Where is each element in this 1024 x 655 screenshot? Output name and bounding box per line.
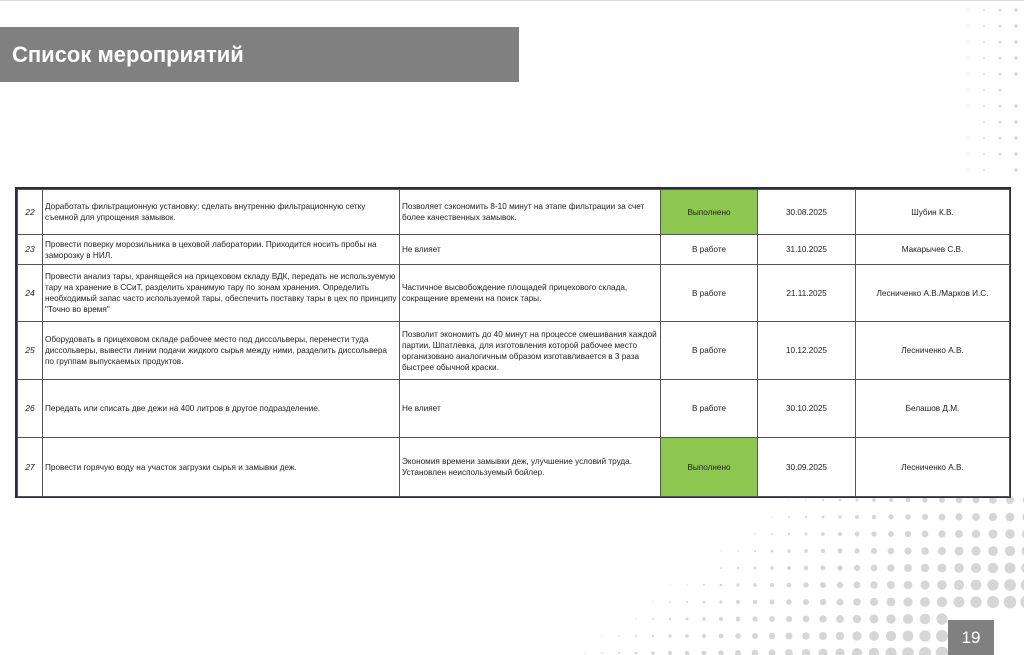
decorative-dot — [999, 41, 1002, 44]
decorative-dot — [870, 581, 877, 588]
decorative-dot — [752, 650, 759, 655]
status-cell: Выполнено — [661, 190, 758, 235]
decorative-dot — [886, 614, 896, 624]
decorative-dot — [770, 583, 774, 587]
decorative-dot — [821, 532, 825, 536]
status-cell: В работе — [661, 380, 758, 438]
decorative-dot — [788, 516, 790, 518]
decorative-dot — [835, 648, 844, 655]
decorative-dot — [888, 514, 893, 519]
decorative-dot — [1004, 579, 1016, 591]
decorative-dot — [906, 498, 911, 503]
decorative-dot — [839, 499, 842, 502]
decorative-dot — [955, 547, 964, 556]
decorative-dot — [703, 601, 706, 604]
decorative-dot — [936, 647, 949, 655]
effect-cell: Позволит экономить до 40 минут на процессе смешивания каждой партии. Шпатлевка, для изготовления которой рабочее место организовано аналогичным образом изготавливается в 3 раза быстрее обычной краски. — [400, 322, 661, 380]
table-row — [18, 235, 1010, 265]
decorative-dot — [669, 618, 671, 620]
decorative-dot — [922, 531, 929, 538]
decorative-dot — [752, 633, 758, 639]
decorative-dot — [837, 565, 843, 571]
decorative-dot — [652, 635, 655, 638]
decorative-dot — [853, 598, 861, 606]
decorative-dot — [702, 634, 706, 638]
decorative-dot — [922, 497, 927, 502]
decorative-dot — [803, 582, 808, 587]
decorative-dot — [701, 650, 706, 655]
decorative-dot — [772, 500, 773, 501]
decorative-dot — [720, 550, 721, 551]
row-number: 22 — [18, 190, 43, 235]
decorative-dot — [987, 596, 999, 608]
decorative-dot — [635, 652, 638, 655]
decorative-dot — [1014, 168, 1018, 172]
decorative-dot — [921, 564, 929, 572]
decorative-dot — [735, 650, 741, 655]
decorative-dot — [820, 565, 825, 570]
decorative-dot — [836, 632, 845, 641]
decorative-dot — [887, 564, 894, 571]
decorative-dot — [754, 533, 755, 534]
decorative-dot — [955, 530, 963, 538]
decorative-dot — [885, 647, 896, 655]
decorative-dot — [967, 73, 968, 74]
responsible-cell: Лесниченко А.В. — [856, 438, 1010, 497]
decorative-dot — [837, 582, 843, 588]
decorative-dot — [738, 534, 739, 535]
decorative-dot — [668, 634, 671, 637]
decorative-dot — [703, 567, 704, 568]
decorative-dot — [787, 549, 790, 552]
decorative-dot — [804, 549, 808, 553]
decorative-dot — [636, 602, 637, 603]
decorative-dot — [786, 616, 792, 622]
row-number: 24 — [18, 265, 43, 322]
decorative-dot — [753, 583, 757, 587]
decorative-dot — [788, 499, 789, 500]
responsible-cell: Лесниченко А.В./Марков И.С. — [856, 265, 1010, 322]
date-cell: 10.12.2025 — [758, 322, 856, 380]
decorative-dot — [905, 531, 911, 537]
row-number: 26 — [18, 380, 43, 438]
decorative-dot — [1014, 152, 1018, 156]
decorative-dot — [854, 582, 861, 589]
decorative-dot — [853, 615, 861, 623]
decorative-dot — [954, 580, 964, 590]
decorative-dot — [752, 616, 757, 621]
decorative-dot — [999, 25, 1002, 28]
decorative-dot — [855, 532, 860, 537]
row-number: 23 — [18, 235, 43, 265]
decorative-dot — [668, 651, 672, 655]
decorative-dot — [822, 499, 824, 501]
decorative-dot — [999, 105, 1002, 108]
row-number: 27 — [18, 438, 43, 497]
decorative-dot — [903, 631, 914, 642]
decorative-dot — [736, 600, 740, 604]
decorative-dot — [736, 583, 739, 586]
decorative-dot — [805, 516, 807, 518]
decorative-dot — [938, 547, 946, 555]
decorative-dot — [872, 498, 876, 502]
decorative-dot — [652, 618, 654, 620]
decorative-dot — [954, 597, 965, 608]
task-cell: Передать или списать две дежи на 400 литров в другое подразделение. — [43, 380, 400, 438]
decorative-dot — [967, 57, 968, 58]
decorative-dot — [870, 615, 879, 624]
decorative-dot — [838, 532, 842, 536]
decorative-dot — [999, 57, 1002, 60]
decorative-dot — [889, 498, 893, 502]
decorative-dot — [1014, 104, 1018, 108]
task-cell: Оборудовать в прицеховом складе рабочее место под диссольверы, перенести туда диссольверы, вывести линии подачи жидкого сырья между ними, разделить диссольвера по группам выпускаемых продуктов. — [43, 322, 400, 380]
decorative-dot — [787, 583, 792, 588]
decorative-dot — [967, 9, 968, 10]
decorative-dot — [687, 568, 688, 569]
decorative-dot — [785, 632, 792, 639]
task-cell: Доработать фильтрационную установку: сделать внутренню фильтрационную сетку съемной для упрощения замывок. — [43, 190, 400, 235]
decorative-dot — [852, 631, 861, 640]
decorative-dot — [838, 515, 841, 518]
task-cell: Провести поверку морозильника в цеховой лаборатории. Приходится носить пробы на заморозку в НИЛ. — [43, 235, 400, 265]
decorative-dot — [1014, 40, 1018, 44]
decorative-dot — [988, 563, 999, 574]
decorative-dot — [670, 585, 671, 586]
decorative-dot — [836, 598, 843, 605]
decorative-dot — [967, 89, 968, 90]
decorative-dot — [852, 648, 862, 655]
decorative-dot — [871, 531, 876, 536]
decorative-dot — [999, 89, 1002, 92]
decorative-dot — [1014, 136, 1018, 140]
decorative-dot — [971, 563, 981, 573]
decorative-dot — [785, 649, 793, 655]
decorative-dot — [1005, 529, 1015, 539]
decorative-dot — [770, 566, 773, 569]
decorative-dot — [1014, 56, 1018, 60]
responsible-cell: Шубин К.В. — [856, 190, 1010, 235]
decorative-dot — [967, 137, 968, 138]
decorative-dot — [938, 530, 945, 537]
decorative-dot — [904, 564, 912, 572]
decorative-dot — [686, 601, 688, 603]
task-cell: Провести горячую воду на участок загрузки сырья и замывки деж. — [43, 438, 400, 497]
decorative-dot — [920, 580, 929, 589]
table-row — [18, 265, 1010, 322]
decorative-dot — [805, 499, 807, 501]
decorative-dot — [735, 633, 740, 638]
effect-cell: Не влияет — [400, 380, 661, 438]
decorative-dot — [983, 89, 985, 91]
decorative-dot — [983, 25, 985, 27]
decorative-dot — [983, 57, 985, 59]
decorative-dot — [618, 635, 620, 637]
decorative-dot — [770, 600, 775, 605]
decorative-dot — [601, 635, 602, 636]
decorative-dot — [771, 550, 774, 553]
decorative-dot — [821, 549, 825, 553]
activities-table — [15, 187, 1011, 498]
decorative-dot — [754, 567, 757, 570]
table-row — [18, 380, 1010, 438]
decorative-dot — [819, 615, 826, 622]
decorative-dot — [988, 529, 997, 538]
decorative-dot — [803, 616, 810, 623]
responsible-cell: Белашов Д.М. — [856, 380, 1010, 438]
decorative-dot — [820, 582, 826, 588]
decorative-dot — [967, 41, 968, 42]
decorative-dot — [872, 515, 877, 520]
slide-title: Список мероприятий — [0, 27, 519, 82]
decorative-dot — [988, 546, 998, 556]
effect-cell: Не влияет — [400, 235, 661, 265]
decorative-dot — [939, 514, 946, 521]
decorative-dot — [987, 579, 998, 590]
decorative-dot — [685, 651, 689, 655]
decorative-dot — [870, 598, 878, 606]
decorative-dot — [903, 597, 912, 606]
decorative-dot — [904, 547, 911, 554]
decorative-dot — [887, 598, 896, 607]
table-row — [18, 438, 1010, 497]
date-cell: 31.10.2025 — [758, 235, 856, 265]
decorative-dot — [619, 619, 620, 620]
decorative-dot — [855, 515, 859, 519]
decorative-dot — [820, 599, 827, 606]
task-cell: Провести анализ тары, хранящейся на прицеховом складу ВДК, передать не используемую тару на хранение в ССиТ, разделить хранимую тару по зонам хранения. Определить необходимый запас часто используемой тары, обеспечить поставку тары в цех по принципу "Точно во время" — [43, 265, 400, 322]
decorative-dot — [920, 597, 930, 607]
decorative-dot — [903, 614, 913, 624]
decorative-dot — [871, 548, 877, 554]
decorative-dot — [618, 652, 620, 654]
effect-cell: Экономия времени замывки деж, улучшение условий труда. Установлен неиспользуемый бойлер. — [400, 438, 661, 497]
decorative-dot — [936, 613, 947, 624]
decorative-dot — [704, 551, 705, 552]
decorative-dot — [904, 581, 913, 590]
decorative-dot — [871, 565, 878, 572]
decorative-dot — [970, 596, 981, 607]
decorative-dot — [919, 647, 931, 655]
decorative-dot — [954, 563, 963, 572]
decorative-dot — [919, 630, 930, 641]
decorative-dot — [736, 617, 741, 622]
decorative-dot — [855, 498, 858, 501]
status-cell: В работе — [661, 265, 758, 322]
status-cell: В работе — [661, 322, 758, 380]
decorative-dot — [718, 650, 724, 655]
decorative-dot — [1004, 562, 1015, 573]
decorative-dot — [804, 532, 807, 535]
decorative-dot — [601, 652, 603, 654]
decorative-dot — [869, 631, 879, 641]
date-cell: 21.11.2025 — [758, 265, 856, 322]
decorative-dot — [769, 633, 775, 639]
decorative-dot — [922, 514, 928, 520]
decorative-dot — [967, 105, 968, 106]
decorative-dot — [737, 567, 739, 569]
decorative-dot — [905, 514, 911, 520]
decorative-dot — [702, 617, 706, 621]
decorative-dot — [983, 105, 985, 107]
decorative-dot — [1014, 8, 1018, 12]
decorative-dot — [938, 564, 947, 573]
decorative-dot — [983, 169, 985, 171]
status-cell: В работе — [661, 235, 758, 265]
decorative-dot — [686, 584, 688, 586]
decorative-dot — [955, 513, 962, 520]
table-row — [18, 322, 1010, 380]
decorative-dot — [983, 73, 985, 75]
decorative-dot — [972, 530, 981, 539]
effect-cell: Частичное высвобождение площадей прицехового склада, сокращение времени на поиск тары. — [400, 265, 661, 322]
decorative-dot — [999, 9, 1002, 12]
decorative-dot — [983, 137, 985, 139]
decorative-dot — [886, 631, 896, 641]
decorative-dot — [1006, 513, 1015, 522]
decorative-dot — [669, 601, 671, 603]
decorative-dot — [804, 566, 809, 571]
decorative-dot — [719, 600, 722, 603]
page-number: 19 — [948, 620, 994, 655]
date-cell: 30.09.2025 — [758, 438, 856, 497]
table-row — [18, 190, 1010, 235]
decorative-dot — [888, 548, 895, 555]
decorative-dot — [999, 121, 1002, 124]
decorative-dot — [786, 599, 792, 605]
decorative-dot — [719, 634, 724, 639]
decorative-dot — [803, 599, 809, 605]
decorative-dot — [937, 597, 947, 607]
decorative-dot — [999, 153, 1002, 156]
decorative-dot — [1005, 546, 1015, 556]
decorative-dot — [819, 649, 828, 655]
decorative-dot — [1014, 72, 1018, 76]
decorative-dot — [971, 546, 980, 555]
decorative-dot — [936, 630, 948, 642]
decorative-dot — [768, 649, 775, 655]
decorative-dot — [753, 600, 757, 604]
decorative-dot — [685, 617, 688, 620]
decorative-dot — [754, 550, 756, 552]
decorative-dot — [999, 73, 1002, 76]
decorative-dot — [972, 513, 980, 521]
decorative-dot — [719, 617, 723, 621]
decorative-dot — [685, 634, 689, 638]
top-divider — [0, 0, 1024, 1]
decorative-dot — [902, 647, 914, 655]
effect-cell: Позволяет сэкономить 8-10 минут на этапе фильтрации за счет более качественных замывок. — [400, 190, 661, 235]
decorative-dot — [854, 548, 859, 553]
decorative-dot — [836, 615, 844, 623]
decorative-dot — [1014, 120, 1018, 124]
decorative-dot — [1020, 595, 1024, 608]
decorative-dot — [787, 566, 791, 570]
decorative-dot — [584, 652, 585, 653]
date-cell: 30.10.2025 — [758, 380, 856, 438]
decorative-dot — [887, 581, 895, 589]
decorative-dot — [888, 531, 894, 537]
decorative-dot — [983, 41, 985, 43]
decorative-dot — [983, 153, 985, 155]
decorative-dot — [838, 549, 843, 554]
decorative-dot — [1004, 596, 1017, 609]
decorative-dot — [737, 550, 739, 552]
decorative-dot — [755, 517, 756, 518]
decorative-dot — [983, 121, 985, 123]
decorative-dot — [999, 137, 1002, 140]
decorative-dot — [989, 513, 997, 521]
decorative-dot — [788, 533, 791, 536]
decorative-dot — [771, 516, 772, 517]
responsible-cell: Макарычев С.В. — [856, 235, 1010, 265]
responsible-cell: Лесниченко А.В. — [856, 322, 1010, 380]
decorative-dot — [769, 616, 775, 622]
decorative-dot — [703, 584, 705, 586]
decorative-dot — [720, 584, 723, 587]
decorative-dot — [854, 565, 860, 571]
date-cell: 30.08.2025 — [758, 190, 856, 235]
decorative-dot — [937, 580, 947, 590]
decorative-dot — [819, 632, 827, 640]
decorative-dot — [921, 547, 929, 555]
decorative-dot — [967, 169, 968, 170]
decorative-dot — [635, 635, 637, 637]
decorative-dot — [802, 649, 810, 655]
row-number: 25 — [18, 322, 43, 380]
decorative-dot — [983, 9, 985, 11]
decorative-dot — [771, 533, 773, 535]
decorative-dot — [1014, 24, 1018, 28]
decorative-dot — [869, 648, 879, 655]
decorative-dot — [967, 25, 968, 26]
decorative-dot — [802, 632, 810, 640]
decorative-dot — [652, 601, 653, 602]
decorative-dot — [822, 516, 825, 519]
status-cell: Выполнено — [661, 438, 758, 497]
decorative-dot — [971, 580, 982, 591]
decorative-dot — [651, 651, 654, 654]
decorative-dot — [568, 653, 569, 654]
decorative-dot — [720, 567, 722, 569]
decorative-dot — [967, 153, 968, 154]
decorative-dot — [635, 618, 636, 619]
decorative-dot — [920, 614, 931, 625]
